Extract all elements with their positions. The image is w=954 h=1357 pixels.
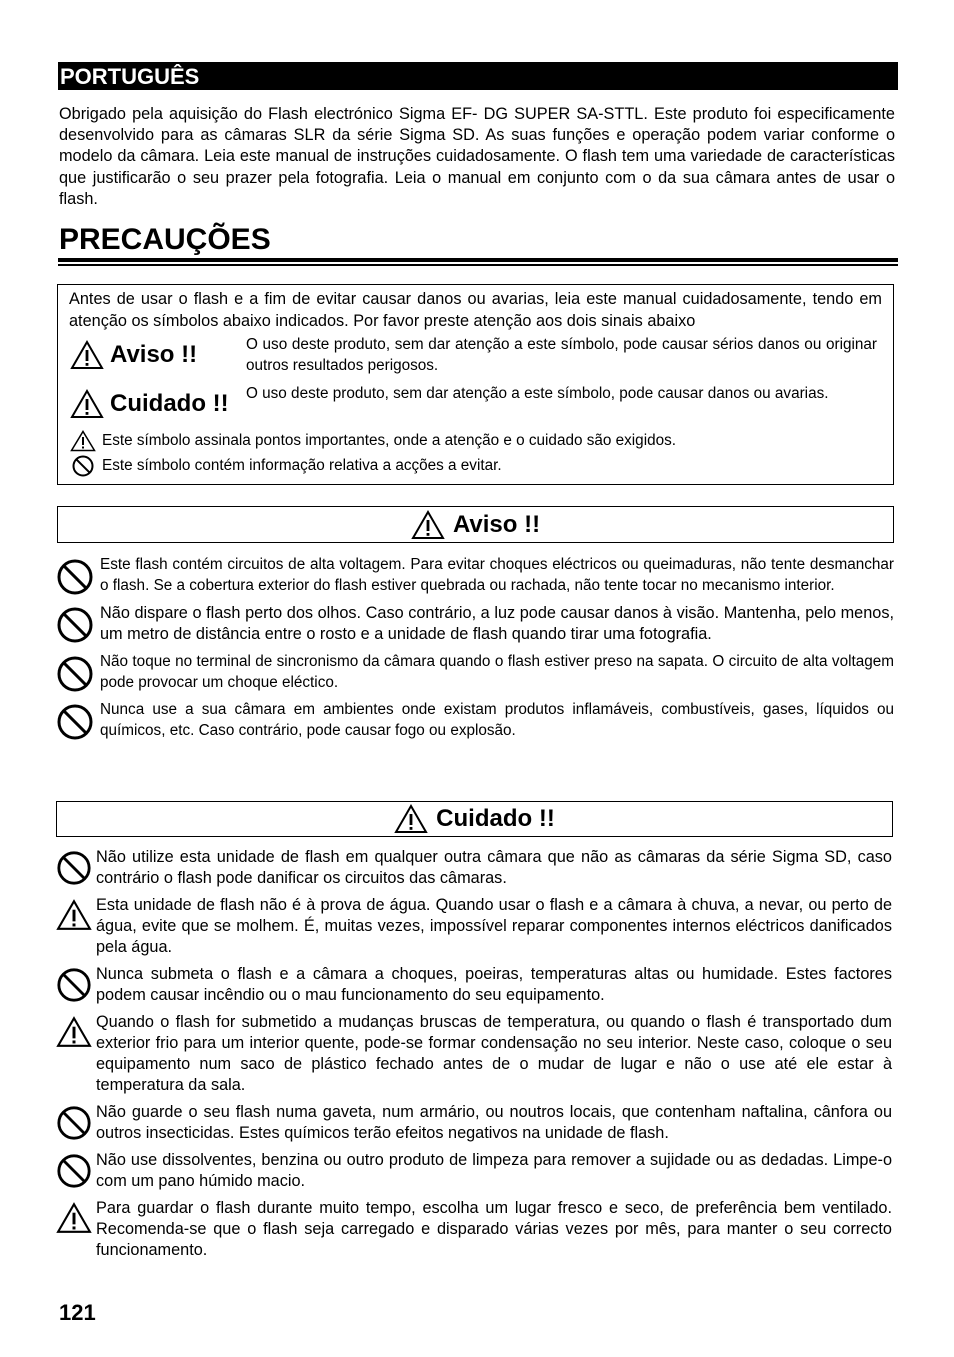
symbols-intro: Antes de usar o flash e a fim de evitar causar danos ou avarias, leia este manual cuidadosamente, tendo em atenção os símbolos abaixo indicados. Por favor preste atenção aos dois sinais abaixo (69, 290, 882, 330)
caution-symbol-desc: O uso deste produto, sem dar atenção a este símbolo, pode causar danos ou avarias. (246, 385, 829, 402)
prohibited-icon (56, 652, 96, 693)
prohibited-icon (70, 455, 96, 477)
list-item: Esta unidade de flash não é à prova de água. Quando usar o flash e a câmara à chuva, a nevar, ou perto de água, evite que se molhem. É, muitas vezes, impossível reparar componentes internos eléctricos danificados pela água. (56, 895, 892, 958)
list-item: Não utilize esta unidade de flash em qualquer outra câmara que não as câmaras da série Sigma SD, caso contrário o flash pode danificar os circuitos das câmaras. (56, 847, 892, 889)
title-rule-thin (58, 264, 898, 266)
language-header: PORTUGUÊS (58, 62, 898, 90)
list-item: Não guarde o seu flash numa gaveta, num armário, ou noutros locais, que contenham naftalina, cânfora ou outros insecticidas. Estes químicos terão efeitos negativos na unidade de flash. (56, 1102, 892, 1144)
caution-symbol-label: Cuidado !! (70, 389, 229, 419)
list-item: Não use dissolventes, benzina ou outro produto de limpeza para remover a sujidade ou as dedadas. Limpe-o com um pano húmido macio. (56, 1150, 892, 1192)
list-item: Nunca submeta o flash e a câmara a choques, poeiras, temperaturas altas ou humidade. Estes factores podem causar incêndio ou o mau funcionamento do seu equipamento. (56, 964, 892, 1006)
list-item: Nunca use a sua câmara em ambientes onde existam produtos inflamáveis, combustíveis, gases, líquidos ou químicos, etc. Caso contrário, pode causar fogo ou explosão. (56, 700, 894, 741)
warning-triangle-icon (56, 1198, 96, 1234)
prohibited-icon (56, 1102, 96, 1141)
warning-symbol-label: Aviso !! (70, 340, 197, 370)
precautions-title: PRECAUÇÕES (59, 223, 271, 256)
warning-triangle-icon (70, 389, 104, 419)
warning-list (56, 555, 894, 741)
prohibited-icon (56, 1150, 96, 1189)
warning-triangle-icon (70, 340, 104, 370)
warning-symbol-desc: O uso deste produto, sem dar atenção a este símbolo, pode causar sérios danos ou originar outros resultados perigosos. (246, 336, 877, 374)
prohibited-icon (56, 964, 96, 1003)
intro-paragraph: Obrigado pela aquisição do Flash electrónico Sigma EF- DG SUPER SA-STTL. Este produto foi especificamente desenvolvido para as câmaras SLR da série Sigma SD. As suas funções e operação podem variar conforme o modelo da câmara. Leia este manual de instruções cuidadosamente. O flash tem uma variedade de características que justificarão o seu prazer pela fotografia. Leia o manual em conjunto com o da sua câmara antes de usar o flash. (59, 105, 895, 208)
list-item: Quando o flash for submetido a mudanças bruscas de temperatura, ou quando o flash é transportado dum exterior frio para um interior quente, pode-se formar condensação no seu interior. Neste caso, coloque o seu equipamento num saco de plástico fechado antes de o mudar de lugar e não o use até ele estar à temperatura da sala. (56, 1012, 892, 1096)
caution-list (56, 847, 892, 1261)
prohibited-icon (56, 847, 96, 886)
prohibited-icon (56, 555, 96, 596)
warning-triangle-icon (56, 895, 96, 931)
warning-triangle-icon (394, 804, 428, 834)
list-item: Não dispare o flash perto dos olhos. Caso contrário, a luz pode causar danos à visão. Mantenha, pelo menos, um metro de distância entre o rosto e a unidade de flash quando tirar uma fotografia. (56, 603, 894, 645)
warning-triangle-icon (70, 430, 96, 452)
warning-triangle-icon (56, 1012, 96, 1048)
caution-section-header: Cuidado !! (56, 801, 893, 837)
prohibited-symbol-line: Este símbolo contém informação relativa a acções a evitar. (70, 455, 502, 477)
list-item: Este flash contém circuitos de alta voltagem. Para evitar choques eléctricos ou queimaduras, não tente desmanchar o flash. Se a cobertura exterior do flash estiver quebrada ou rachada, não tente tocar no mecanismo interior. (56, 555, 894, 596)
page-number: 121 (59, 1300, 96, 1325)
warning-section-header: Aviso !! (57, 506, 894, 543)
title-rule-thick (58, 258, 898, 262)
list-item: Não toque no terminal de sincronismo da câmara quando o flash estiver preso na sapata. O circuito de alta voltagem pode provocar um choque eléctico. (56, 652, 894, 693)
attention-symbol-line: Este símbolo assinala pontos importantes, onde a atenção e o cuidado são exigidos. (70, 430, 676, 452)
list-item: Para guardar o flash durante muito tempo, escolha um lugar fresco e seco, de preferência bem ventilado. Recomenda-se que o flash seja carregado e disparado várias vezes por mês, para manter o seu correcto funcionamento. (56, 1198, 892, 1261)
prohibited-icon (56, 700, 96, 741)
prohibited-icon (56, 603, 96, 644)
warning-triangle-icon (411, 510, 445, 540)
